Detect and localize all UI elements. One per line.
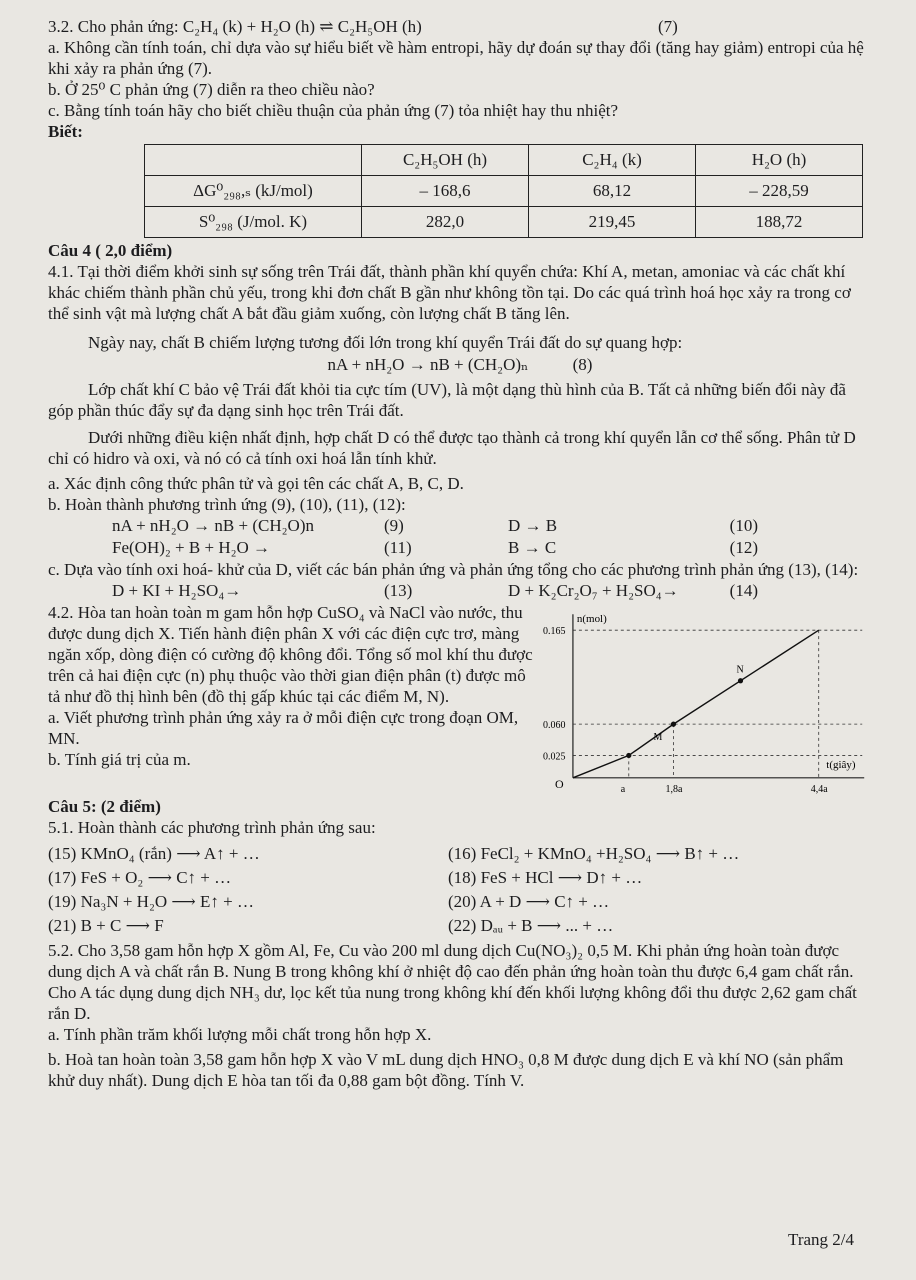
table-cell: – 168,6 [362, 176, 529, 207]
graph-point [626, 753, 631, 758]
table-header-cell [145, 145, 362, 176]
q32-header [48, 16, 872, 37]
table-header-cell: C₂H₅OH (h) [362, 145, 529, 176]
y-axis-label: n(mol) [576, 613, 607, 626]
equation-13-number: (13) [384, 581, 413, 600]
graph-point [671, 722, 676, 727]
x-tick-label: a [620, 783, 626, 795]
q32-part-b: b. Ở 25⁰ C phản ứng (7) diễn ra theo chiều nào? [48, 80, 375, 99]
y-tick-label: 0.165 [542, 626, 566, 638]
q41-paragraph: 4.1. Tại thời điểm khởi sinh sự sống trên Trái đất, thành phần khí quyển chứa: Khí A, metan, amoniac và các chất khí khác chiếm thành phần chủ yếu, trong khi đơn chất B gần như không tồn tại. Do các quá trình hoá học xảy ra trong cơ thể sinh vật mà lượng chất A bắt đầu giảm xuống, còn lượng chất B tăng lên. [48, 262, 851, 323]
reaction-17: (17) FeS + O₂ ⟶ C↑ + … [48, 868, 232, 887]
table-row [145, 207, 863, 238]
equation-8-text: nA + nH₂O → nB + (CH₂O)ₙ [327, 355, 529, 374]
x-axis-label: t(giây) [826, 758, 856, 771]
y-tick-label: 0.025 [542, 751, 566, 763]
q5-title: Câu 5: (2 điểm) [48, 797, 161, 816]
equation-row-9-10 [48, 515, 872, 537]
equation-9-number: (9) [384, 516, 404, 535]
q41-part-c: c. Dựa vào tính oxi hoá- khử của D, viết các bán phản ứng và phản ứng tổng cho các phương trình phản ứng (13), (14): [48, 560, 859, 579]
equation-13: D + KI + H₂SO₄→ [112, 581, 242, 600]
q42-section [48, 602, 872, 796]
reaction-18: (18) FeS + HCl ⟶ D↑ + … [448, 868, 643, 887]
graph-point [738, 678, 743, 683]
point-label-n: N [736, 664, 744, 676]
equation-11: Fe(OH)₂ + B + H₂O → [112, 538, 271, 557]
reaction-20: (20) A + D ⟶ C↑ + … [448, 892, 610, 911]
equation-9: nA + nH₂O → nB + (CH₂O)n [112, 516, 314, 535]
equation-14: D + K₂Cr₂O₇ + H₂SO₄→ [508, 581, 679, 600]
q52-part-b: b. Hoà tan hoàn toàn 3,58 gam hỗn hợp X vào V mL dung dịch HNO₃ 0,8 M được dung dịch E và khí NO (sản phẩm khử duy nhất). Dung dịch E hòa tan tối đa 0,88 gam bột đồng. Tính V. [48, 1050, 844, 1090]
origin-label: O [554, 776, 564, 791]
q42-part-b: b. Tính giá trị của m. [48, 750, 191, 769]
reaction-15: (15) KMnO₄ (rắn) ⟶ A↑ + … [48, 844, 260, 863]
q51-intro: 5.1. Hoàn thành các phương trình phản ứng sau: [48, 818, 376, 837]
q4-title: Câu 4 ( 2,0 điểm) [48, 241, 173, 260]
graph-marks [543, 626, 862, 795]
q32-eq-number: (7) [658, 17, 678, 36]
q32-part-c: c. Bằng tính toán hãy cho biết chiều thuận của phản ứng (7) tỏa nhiệt hay thu nhiệt? [48, 101, 619, 120]
reaction-16: (16) FeCl₂ + KMnO₄ +H₂SO₄ ⟶ B↑ + … [448, 844, 740, 863]
q52-part-a: a. Tính phần trăm khối lượng mỗi chất trong hỗn hợp X. [48, 1025, 432, 1044]
equation-12: B → C [508, 538, 557, 557]
q32-title: 3.2. Cho phản ứng: C₂H₄ (k) + H₂O (h) ⇌ C₂H₅OH (h) [48, 17, 422, 36]
q52-paragraph: 5.2. Cho 3,58 gam hỗn hợp X gồm Al, Fe, Cu vào 200 ml dung dịch Cu(NO₃)₂ 0,5 M. Khi phản ứng hoàn toàn được dung dịch A và chất rắn B. Nung B trong không khí ở nhiệt độ cao đến phản ứng hoàn toàn thu được 6,4 gam chất rắn. Cho A tác dụng dung dịch NH₃ dư, lọc kết tủa nung trong không khí đến khối lượng không đổi thu được 2,62 gam chất rắn D. [48, 941, 857, 1023]
table-cell: – 228,59 [696, 176, 863, 207]
q41-paragraph-3: Lớp chất khí C bảo vệ Trái đất khỏi tia cực tím (UV), là một dạng thù hình của B. Tất cả những biến đổi này đã góp phần thúc đẩy sự đa dạng sinh học trên Trái đất. [48, 380, 846, 420]
q41-paragraph-2: Ngày nay, chất B chiếm lượng tương đối lớn trong khí quyển Trái đất do sự quang hợp: [88, 333, 683, 352]
page-number: Trang 2/4 [788, 1230, 854, 1249]
equation-10-number: (10) [729, 516, 758, 535]
q42-text [48, 602, 537, 796]
electrolysis-graph [543, 606, 872, 796]
equation-11-number: (11) [384, 538, 412, 557]
equation-12-number: (12) [729, 538, 758, 557]
equation-8 [48, 355, 872, 375]
y-tick-label: 0.060 [542, 720, 566, 732]
table-header-cell: H₂O (h) [696, 145, 863, 176]
table-cell: 188,72 [696, 207, 863, 238]
table-cell: S⁰₂₉₈ (J/mol. K) [145, 207, 362, 238]
q32-part-a: a. Không cần tính toán, chỉ dựa vào sự hiểu biết về hàm entropi, hãy dự đoán sự thay đổi (tăng hay giảm) entropi của hệ khi xảy ra phản ứng (7). [48, 38, 864, 78]
q41-paragraph-4: Dưới những điều kiện nhất định, hợp chất D có thể được tạo thành cả trong khí quyển lẫn cơ thể sống. Phân tử D chỉ có hidro và oxi, và nó có cả tính oxi hoá lẫn tính khử. [48, 428, 856, 468]
equation-8-number: (8) [572, 355, 593, 374]
q42-paragraph: 4.2. Hòa tan hoàn toàn m gam hỗn hợp CuSO₄ và NaCl vào nước, thu được dung dịch X. Tiến hành điện phân X với các điện cực trơ, màng ngăn xốp, dòng điện có cường độ không đổi. Tổng số mol khí thu được trên cả hai điện cực (n) phụ thuộc vào thời gian điện phân (t) được mô tả như đồ thị hình bên (đồ thị gấp khúc tại các điểm M, N). [48, 603, 533, 706]
q41-part-b: b. Hoàn thành phương trình ứng (9), (10), (11), (12): [48, 495, 406, 514]
reaction-grid [48, 842, 872, 938]
q42-part-a: a. Viết phương trình phản ứng xảy ra ở mỗi điện cực trong đoạn OM, MN. [48, 708, 519, 748]
table-header-row [145, 145, 863, 176]
x-tick-label: 1,8a [665, 783, 683, 795]
equation-row-13-14 [48, 580, 872, 602]
table-cell: 68,12 [529, 176, 696, 207]
q41-part-a: a. Xác định công thức phân tử và gọi tên các chất A, B, C, D. [48, 474, 464, 493]
equation-14-number: (14) [729, 581, 758, 600]
equation-10: D → B [508, 516, 558, 535]
reaction-21: (21) B + C ⟶ F [48, 916, 164, 935]
table-row [145, 176, 863, 207]
reaction-22: (22) Dₐᵤ + B ⟶ ... + … [448, 916, 614, 935]
thermo-table [144, 144, 863, 238]
point-label-m: M [653, 732, 663, 744]
q32-given-label: Biết: [48, 122, 83, 141]
table-cell: ΔG⁰₂₉₈,ₛ (kJ/mol) [145, 176, 362, 207]
table-cell: 282,0 [362, 207, 529, 238]
table-cell: 219,45 [529, 207, 696, 238]
equation-row-11-12 [48, 537, 872, 559]
x-tick-label: 4,4a [810, 783, 828, 795]
table-header-cell: C₂H₄ (k) [529, 145, 696, 176]
reaction-19: (19) Na₃N + H₂O ⟶ E↑ + … [48, 892, 255, 911]
